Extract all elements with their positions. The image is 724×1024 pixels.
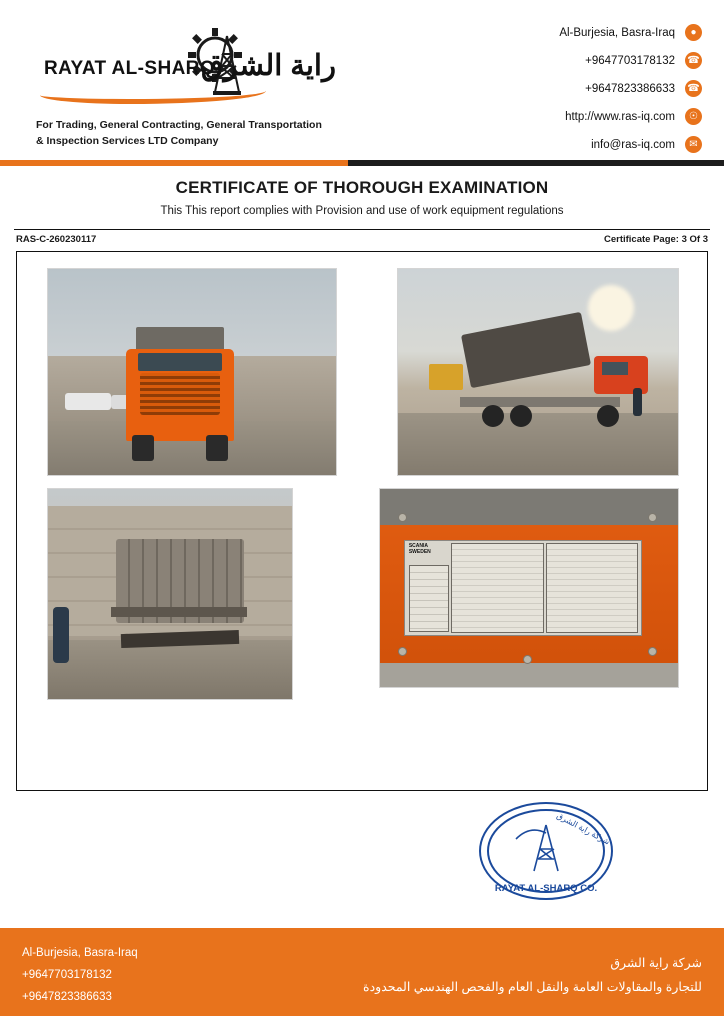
photo3-ground (48, 640, 292, 699)
company-stamp (470, 795, 622, 907)
logo-swoosh (40, 82, 266, 104)
photo-truck-tipping (397, 268, 679, 476)
location-pin-icon: ● (685, 24, 702, 41)
contact-phone-1 (374, 52, 702, 69)
tagline-line-1: For Trading, General Contracting, General Transportation (36, 119, 322, 131)
logo-mark (36, 28, 336, 106)
photo2-background-machine (429, 364, 463, 390)
photo4-bolt (398, 513, 407, 522)
phone-icon: ☎ (685, 80, 702, 97)
envelope-icon: ✉ (685, 136, 702, 153)
certificate-reference: RAS-C-260230117 (16, 234, 97, 245)
photo4-manufacturer-plate (404, 540, 642, 635)
photo3-person (53, 607, 69, 663)
document-header (0, 0, 724, 160)
plate-table-cell (546, 543, 639, 632)
photo-panel (16, 251, 708, 791)
photo3-crossbar (111, 607, 247, 617)
header-color-bar (0, 160, 724, 166)
contact-email-text[interactable]: info@ras-iq.com (591, 138, 675, 151)
photo-truck-front (47, 268, 337, 476)
header-bar-orange (0, 160, 348, 166)
logo-name-en: RAYAT AL-SHARQ (44, 58, 215, 79)
contact-website-text[interactable]: http://www.ras-iq.com (565, 110, 675, 123)
photo4-top-strip (380, 489, 678, 525)
plate-table (451, 543, 638, 632)
title-section (0, 166, 724, 223)
photo1-wheel-right (206, 435, 228, 461)
stamp-text-en: RAYAT AL-SHARQ CO. (494, 883, 598, 894)
certificate-page-label: Certificate Page: 3 Of 3 (603, 234, 708, 245)
footer-phone-1: +9647703178132 (22, 969, 112, 982)
photo2-chassis (460, 397, 620, 407)
photo1-windshield (138, 353, 222, 371)
photo2-wheel-2 (510, 405, 532, 427)
contact-phone-2-text: +9647823386633 (585, 82, 675, 95)
plate-table-cell (451, 543, 544, 632)
photo2-cab-window (602, 362, 628, 375)
photo2-ground (398, 413, 678, 475)
plate-brand-line-1: SCANIA (408, 543, 428, 550)
contact-block (374, 10, 710, 164)
contact-phone-2 (374, 80, 702, 97)
stamp-text-ar: شركة راية الشرق (555, 811, 612, 847)
footer-arabic-block (363, 952, 702, 1000)
contact-email[interactable] (374, 136, 702, 153)
photo1-wheel-left (132, 435, 154, 461)
photo2-wheel-3 (597, 405, 619, 427)
contact-address (374, 24, 702, 41)
photo1-grille (140, 373, 220, 415)
plate-label-column (409, 565, 449, 631)
footer-address: Al-Burjesia, Basra-Iraq (22, 947, 138, 960)
photo-grid (27, 262, 697, 700)
logo-name-ar: راية الشرق (200, 50, 336, 82)
plate-brand-line-2: SWEDEN (408, 549, 431, 556)
footer-bottom-strip (0, 1016, 724, 1024)
phone-icon: ☎ (685, 52, 702, 69)
photo4-bolt (648, 513, 657, 522)
company-tagline (36, 118, 374, 150)
contact-phone-1-text: +9647703178132 (585, 54, 675, 67)
footer-arabic-line-1: شركة راية الشرق (610, 956, 702, 971)
plate-brand (409, 544, 431, 556)
photo4-bottom-strip (380, 663, 678, 687)
stamp-graphic (470, 795, 622, 907)
header-bar-dark (348, 160, 724, 166)
page-title: CERTIFICATE OF THOROUGH EXAMINATION (175, 178, 549, 197)
contact-address-text: Al-Burjesia, Basra-Iraq (559, 26, 675, 39)
tagline-line-2: & Inspection Services LTD Company (36, 134, 219, 147)
footer-arabic-line-2: للتجارة والمقاولات العامة والنقل العام والفحص الهندسي المحدودة (363, 980, 702, 994)
contact-website[interactable] (374, 108, 702, 125)
reference-row (0, 230, 724, 245)
footer-contact-block (22, 943, 138, 1009)
photo1-truck (126, 327, 234, 467)
page-subtitle: This This report complies with Provision and use of work equipment regulations (160, 205, 564, 217)
globe-icon: ☉ (685, 108, 702, 125)
photo-truck-rear (47, 488, 293, 700)
photo-data-plate (379, 488, 679, 688)
footer-phone-2: +9647823386633 (22, 990, 112, 1003)
photo2-wheel-1 (482, 405, 504, 427)
photo1-car-left (65, 393, 111, 410)
company-logo-block (14, 10, 374, 150)
photo2-person (633, 388, 642, 416)
document-footer (0, 928, 724, 1024)
